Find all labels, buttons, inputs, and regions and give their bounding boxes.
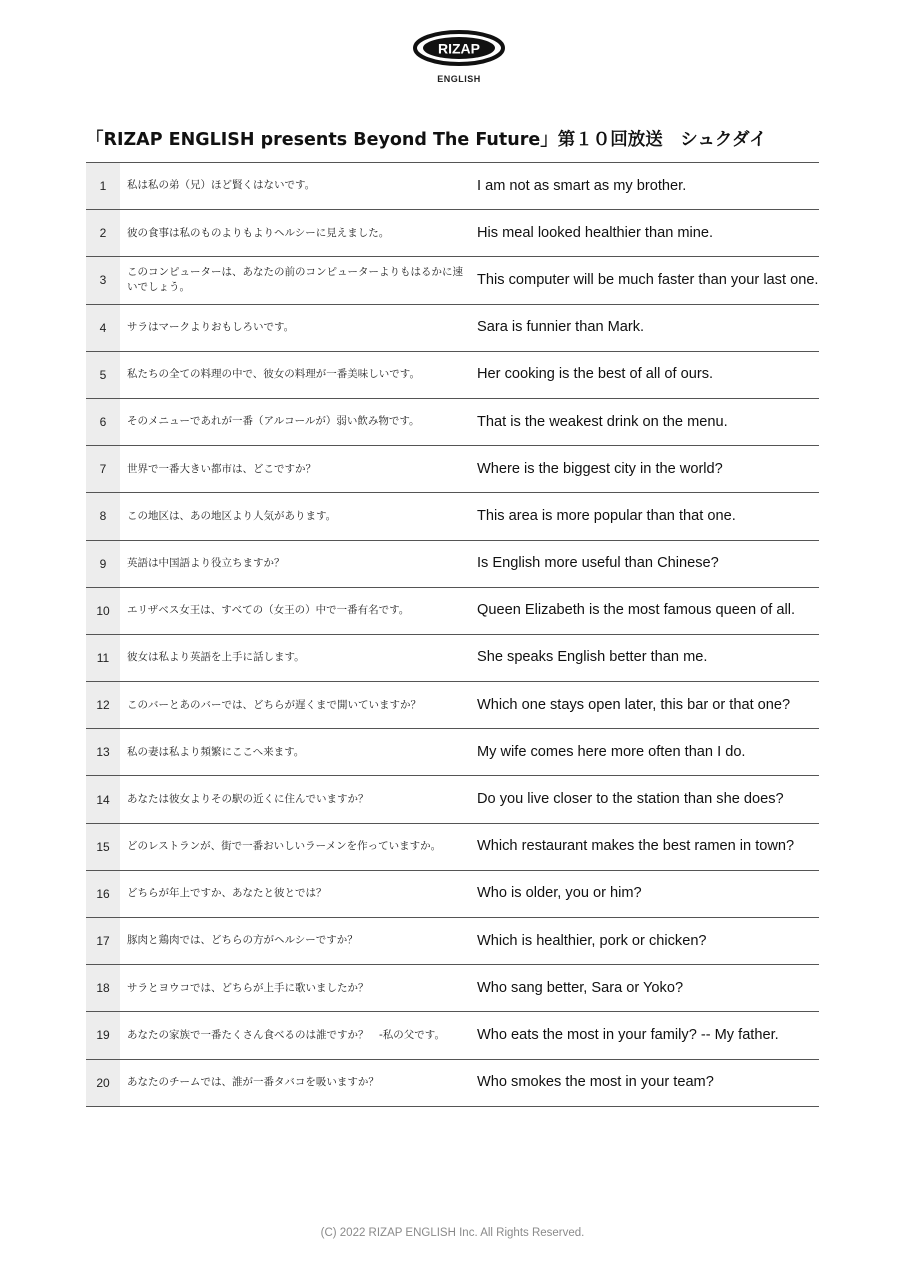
- table-row: [86, 399, 819, 446]
- row-number: 12: [86, 682, 120, 728]
- japanese-sentence: サラとヨウコでは、どちらが上手に歌いましたか？: [127, 981, 369, 994]
- row-number: 14: [86, 776, 120, 822]
- japanese-sentence: あなたは彼女よりその駅の近くに住んでいますか？: [127, 792, 369, 805]
- row-number: 17: [86, 918, 120, 964]
- table-row: [86, 210, 819, 257]
- table-row: [86, 446, 819, 493]
- english-sentence: Which is healthier, pork or chicken?: [477, 932, 707, 949]
- row-number: 4: [86, 305, 120, 351]
- english-sentence: She speaks English better than me.: [477, 649, 708, 666]
- japanese-sentence: 私は私の弟（兄）ほど賢くはないです。: [127, 179, 316, 192]
- english-sentence: Her cooking is the best of all of ours.: [477, 366, 714, 383]
- english-sentence: This area is more popular than that one.: [477, 507, 736, 524]
- japanese-sentence: 英語は中国語より役立ちますか？: [127, 556, 285, 569]
- page-title: 「RIZAP ENGLISH presents Beyond The Future」第１０回放送 シュクダイ: [86, 130, 767, 150]
- table-row: [86, 163, 819, 210]
- logo-subtext: ENGLISH: [437, 74, 481, 84]
- english-sentence: Who eats the most in your family? -- My father.: [477, 1026, 779, 1043]
- english-sentence: I am not as smart as my brother.: [477, 177, 687, 194]
- table-row: [86, 682, 819, 729]
- table-row: [86, 918, 819, 965]
- japanese-sentence: このコンピューターは、あなたの前のコンピューターよりもはるかに速いでしょう。: [127, 266, 463, 294]
- japanese-sentence: どちらが年上ですか、あなたと彼とでは？: [127, 887, 327, 900]
- row-number: 13: [86, 729, 120, 775]
- english-sentence: My wife comes here more often than I do.: [477, 743, 746, 760]
- japanese-sentence: あなたのチームでは、誰が一番タバコを吸いますか？: [127, 1076, 379, 1089]
- japanese-sentence: どのレストランが、街で一番おいしいラーメンを作っていますか。: [127, 840, 442, 853]
- japanese-sentence: この地区は、あの地区より人気があります。: [127, 509, 337, 522]
- row-number: 5: [86, 352, 120, 398]
- logo-text: RIZAP: [438, 40, 480, 57]
- row-number: 2: [86, 210, 120, 256]
- row-number: 15: [86, 824, 120, 870]
- japanese-sentence: そのメニューであれが一番（アルコールが）弱い飲み物です。: [127, 415, 420, 428]
- table-row: [86, 776, 819, 823]
- japanese-sentence: 彼女は私より英語を上手に話します。: [127, 651, 305, 664]
- english-sentence: Where is the biggest city in the world?: [477, 460, 723, 477]
- table-row: [86, 257, 819, 304]
- japanese-sentence: サラはマークよりおもしろいです。: [127, 321, 295, 334]
- table-row: [86, 1060, 819, 1107]
- japanese-sentence: 彼の食事は私のものよりもよりヘルシーに見えました。: [127, 226, 390, 239]
- japanese-sentence: 豚肉と鶏肉では、どちらの方がヘルシーですか？: [127, 934, 358, 947]
- english-sentence: Do you live closer to the station than she does?: [477, 791, 784, 808]
- english-sentence: This computer will be much faster than your last one.: [477, 271, 819, 288]
- english-sentence: Who sang better, Sara or Yoko?: [477, 979, 684, 996]
- row-number: 1: [86, 163, 120, 209]
- table-row: [86, 493, 819, 540]
- japanese-sentence: エリザベス女王は、すべての（女王の）中で一番有名です。: [127, 604, 410, 617]
- english-sentence: Is English more useful than Chinese?: [477, 555, 719, 572]
- english-sentence: Who smokes the most in your team?: [477, 1074, 714, 1091]
- homework-table: [86, 162, 819, 1107]
- english-sentence: Which restaurant makes the best ramen in town?: [477, 838, 795, 855]
- row-number: 18: [86, 965, 120, 1011]
- row-number: 19: [86, 1012, 120, 1058]
- copyright-footer: (C) 2022 RIZAP ENGLISH Inc. All Rights Reserved.: [320, 1227, 585, 1239]
- english-sentence: His meal looked healthier than mine.: [477, 224, 714, 241]
- row-number: 10: [86, 588, 120, 634]
- table-row: [86, 824, 819, 871]
- english-sentence: That is the weakest drink on the menu.: [477, 413, 728, 430]
- table-row: [86, 729, 819, 776]
- english-sentence: Queen Elizabeth is the most famous queen of all.: [477, 602, 796, 619]
- row-number: 20: [86, 1060, 120, 1106]
- table-row: [86, 1012, 819, 1059]
- japanese-sentence: このバーとあのバーでは、どちらが遅くまで開いていますか？: [127, 698, 421, 711]
- japanese-sentence: 世界で一番大きい都市は、どこですか？: [127, 462, 316, 475]
- table-row: [86, 965, 819, 1012]
- row-number: 7: [86, 446, 120, 492]
- english-sentence: Which one stays open later, this bar or that one?: [477, 696, 791, 713]
- english-sentence: Sara is funnier than Mark.: [477, 319, 645, 336]
- english-sentence: Who is older, you or him?: [477, 885, 642, 902]
- row-number: 6: [86, 399, 120, 445]
- table-row: [86, 871, 819, 918]
- table-row: [86, 588, 819, 635]
- japanese-sentence: 私の妻は私より頻繁にここへ来ます。: [127, 745, 305, 758]
- table-row: [86, 541, 819, 588]
- row-number: 11: [86, 635, 120, 681]
- row-number: 9: [86, 541, 120, 587]
- row-number: 8: [86, 493, 120, 539]
- row-number: 3: [86, 257, 120, 303]
- row-number: 16: [86, 871, 120, 917]
- japanese-sentence: あなたの家族で一番たくさん食べるのは誰ですか？ -私の父です。: [127, 1028, 445, 1041]
- japanese-sentence: 私たちの全ての料理の中で、彼女の料理が一番美味しいです。: [127, 368, 420, 381]
- table-row: [86, 352, 819, 399]
- table-row: [86, 635, 819, 682]
- table-row: [86, 305, 819, 352]
